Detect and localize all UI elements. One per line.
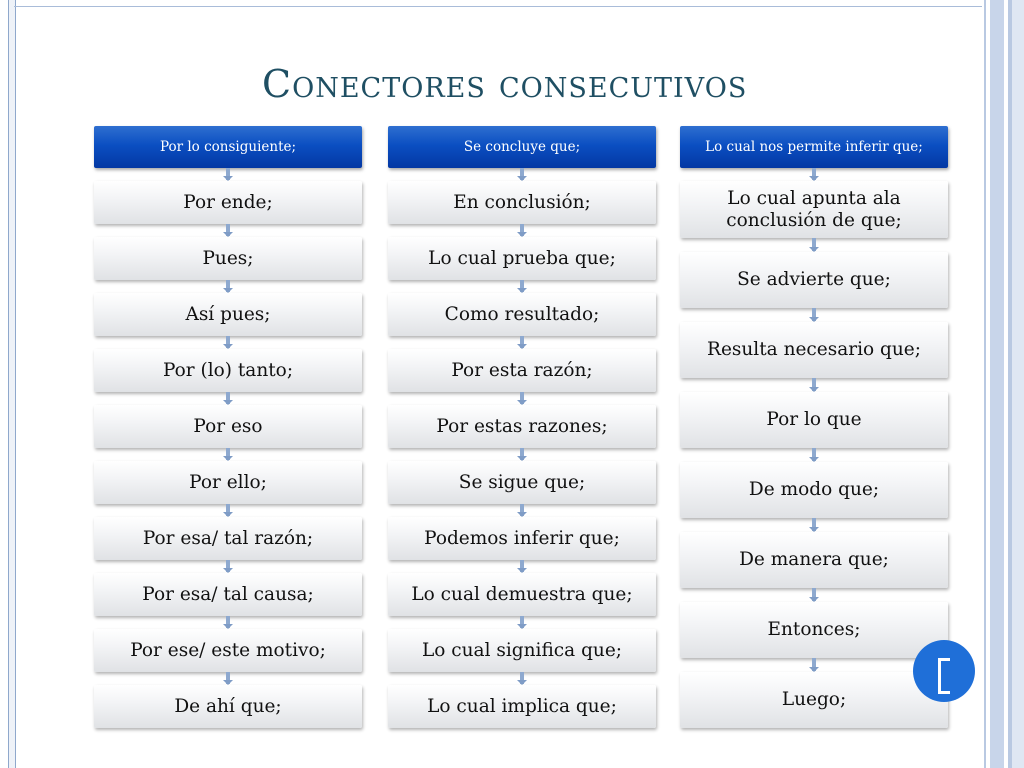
slide-frame-right <box>982 0 1024 768</box>
column-1-item-5: Por eso <box>94 405 362 448</box>
column-1-item-7: Por esa/ tal razón; <box>94 517 362 560</box>
column-3-item-1: Lo cual apunta ala conclusión de que; <box>680 181 948 238</box>
column-1-header: Por lo consiguiente; <box>94 126 362 168</box>
column-2-item-6: Se sigue que; <box>388 461 656 504</box>
column-2-item-1: En conclusión; <box>388 181 656 224</box>
column-2-item-5: Por estas razones; <box>388 405 656 448</box>
connector <box>520 616 524 628</box>
slide-frame-left <box>8 0 16 768</box>
connector <box>226 392 230 404</box>
connector <box>520 280 524 292</box>
column-2-item-10: Lo cual implica que; <box>388 685 656 728</box>
decorative-circle-mark-icon <box>938 658 950 694</box>
connector <box>812 518 816 531</box>
connector <box>520 560 524 572</box>
column-3-item-2: Se advierte que; <box>680 252 948 308</box>
connector <box>812 588 816 601</box>
column-3-item-7: Entonces; <box>680 602 948 658</box>
column-1-item-1: Por ende; <box>94 181 362 224</box>
connector <box>226 616 230 628</box>
column-1-item-4: Por (lo) tanto; <box>94 349 362 392</box>
column-3-item-5: De modo que; <box>680 462 948 518</box>
column-3-item-6: De manera que; <box>680 532 948 588</box>
connector <box>812 168 816 180</box>
column-3-header: Lo cual nos permite inferir que; <box>680 126 948 168</box>
connector <box>226 504 230 516</box>
connector <box>812 238 816 251</box>
column-3-item-8: Luego; <box>680 672 948 728</box>
column-2-item-4: Por esta razón; <box>388 349 656 392</box>
column-1-item-8: Por esa/ tal causa; <box>94 573 362 616</box>
column-3-item-3: Resulta necesario que; <box>680 322 948 378</box>
slide-title: Conectores consecutivos <box>262 62 748 106</box>
connector <box>812 378 816 391</box>
slide-frame-top-line <box>14 6 982 7</box>
column-2-header: Se concluye que; <box>388 126 656 168</box>
column-3-item-4: Por lo que <box>680 392 948 448</box>
column-1-item-9: Por ese/ este motivo; <box>94 629 362 672</box>
connector <box>520 504 524 516</box>
column-2-item-7: Podemos inferir que; <box>388 517 656 560</box>
column-2-item-9: Lo cual significa que; <box>388 629 656 672</box>
column-1-item-6: Por ello; <box>94 461 362 504</box>
connector <box>226 224 230 236</box>
column-2-item-8: Lo cual demuestra que; <box>388 573 656 616</box>
column-1-item-10: De ahí que; <box>94 685 362 728</box>
connector <box>226 672 230 684</box>
connector <box>812 308 816 321</box>
connector <box>226 280 230 292</box>
connector <box>520 224 524 236</box>
column-2-item-3: Como resultado; <box>388 293 656 336</box>
connector <box>226 168 230 180</box>
connector <box>226 448 230 460</box>
connector <box>520 336 524 348</box>
column-1-item-2: Pues; <box>94 237 362 280</box>
connector <box>812 658 816 671</box>
connector <box>226 560 230 572</box>
connector <box>226 336 230 348</box>
connector <box>520 448 524 460</box>
column-1-item-3: Así pues; <box>94 293 362 336</box>
connector <box>812 448 816 461</box>
connector <box>520 168 524 180</box>
connector <box>520 672 524 684</box>
column-2-item-2: Lo cual prueba que; <box>388 237 656 280</box>
connector <box>520 392 524 404</box>
